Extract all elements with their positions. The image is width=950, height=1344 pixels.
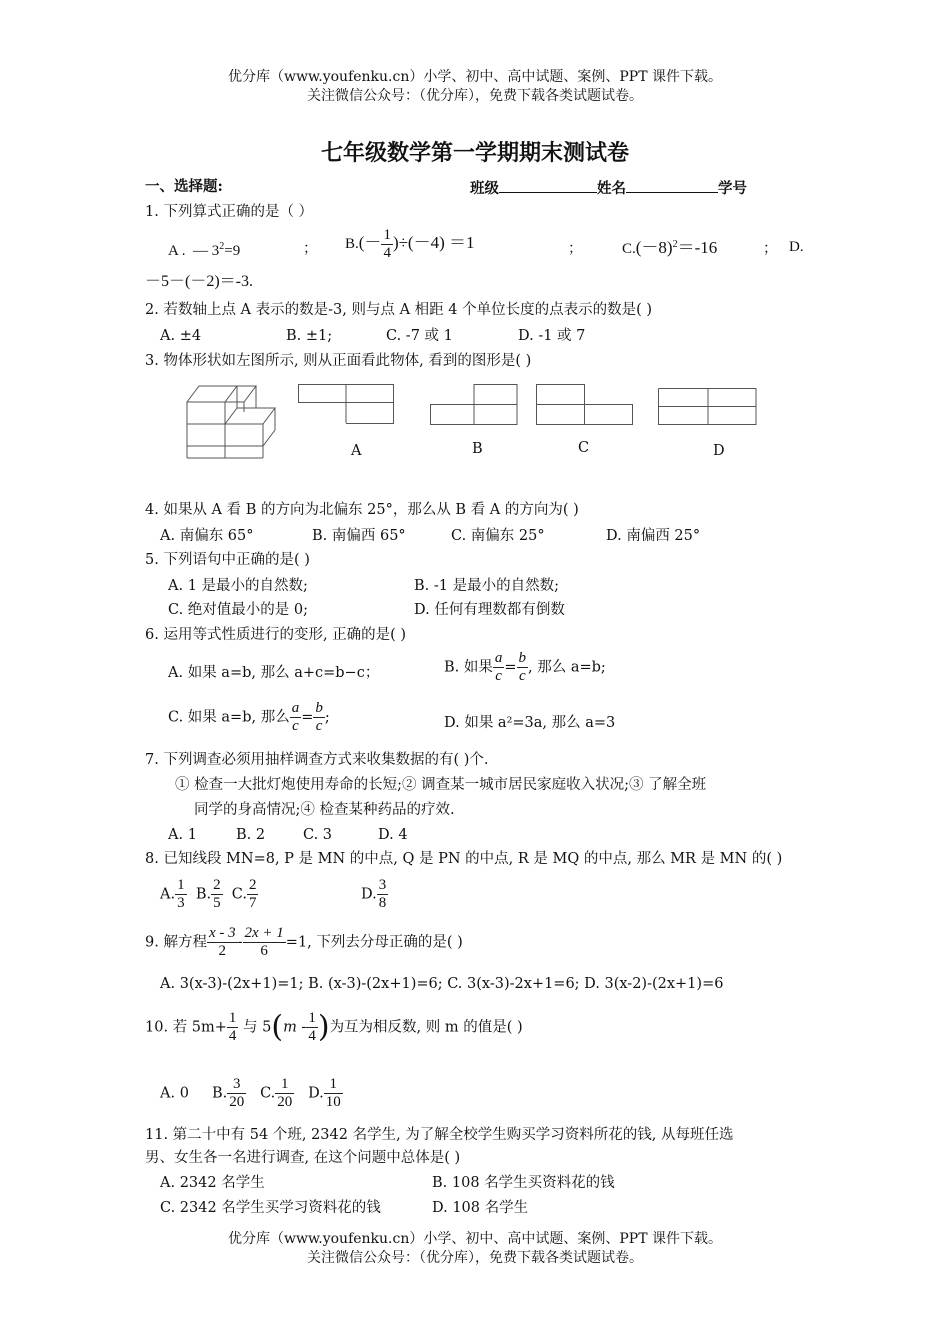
q8-stem: 8. 已知线段 MN=8, P 是 MN 的中点, Q 是 PN 的中点, R 是 MQ 的中点, 那么 MR 是 MN 的( )	[145, 851, 783, 867]
q1-option-b: B.(－ $\frac{1}{4}$ )÷(－4) ＝1	[345, 227, 475, 261]
q6-option-d: D. 如果 a²=3a, 那么 a=3	[444, 715, 616, 731]
q3-solid-figure	[186, 378, 276, 463]
q11-option-a: A. 2342 名学生	[160, 1175, 265, 1191]
q3-figure-a	[298, 384, 394, 426]
q11-option-c: C. 2342 名学生买学习资料花的钱	[160, 1200, 381, 1216]
q1-sep-3: ；	[763, 241, 778, 257]
q6-option-a: A. 如果 a=b, 那么 a+c=b−c；	[168, 665, 380, 681]
q5-stem: 5. 下列语句中正确的是( )	[145, 552, 310, 568]
q2-option-b: B. ±1;	[286, 328, 333, 344]
q3-figure-b	[430, 384, 518, 426]
student-info	[470, 178, 747, 198]
q9-stem: 9. 解方程 $\frac{x - 3}{2}$ - $\frac{2x + 1}{6}$ =1, 下列去分母正确的是( )	[145, 925, 463, 959]
q11-option-b: B. 108 名学生买资料花的钱	[432, 1175, 615, 1191]
q7-stem: 7. 下列调查必须用抽样调查方式来收集数据的有( )个.	[145, 752, 489, 768]
q11-stem: 11. 第二十中有 54 个班, 2342 名学生, 为了解全校学生购买学习资料所花的钱, 从每班任选	[145, 1127, 734, 1143]
page-title: 七年级数学第一学期期末测试卷	[320, 140, 629, 166]
q7-line-2: ① 检查一大批灯炮使用寿命的长短;② 调查某一城市居民家庭收入状况;③ 了解全班	[175, 777, 707, 793]
q4-option-a: A. 南偏东 65°	[160, 528, 254, 544]
q3-label-c: C	[578, 440, 590, 456]
q11-option-d: D. 108 名学生	[432, 1200, 529, 1216]
q7-line-3: 同学的身高情况;④ 检查某种药品的疗效.	[194, 802, 455, 818]
q1-option-a: A . — $3^2=9$	[168, 241, 241, 259]
id-label: 学号	[718, 180, 747, 197]
q2-option-d: D. -1 或 7	[518, 328, 586, 344]
q10-options: A. 0 B. $\frac{3}{20}$ C. $\frac{1}{20}$ D. $\frac{1}{10}$	[160, 1076, 341, 1110]
q8-options: A. $\frac{1}{3}$ B. $\frac{2}{5}$ C. $\frac{2}{7}$	[160, 877, 257, 911]
footer-line-2: 关注微信公众号：（优分库），免费下载各类试题试卷。	[307, 1250, 643, 1266]
q4-option-b: B. 南偏西 65°	[312, 528, 406, 544]
footer-line-1: 优分库（www.youfenku.cn）小学、初中、高中试题、案例、PPT 课件下载。	[227, 1231, 722, 1247]
q1-stem: 1. 下列算式正确的是（ ）	[145, 204, 314, 220]
q2-option-a: A. ±4	[160, 328, 202, 344]
q4-stem: 4. 如果从 A 看 B 的方向为北偏东 25°，那么从 B 看 A 的方向为( )	[145, 502, 579, 518]
q1-option-d: －5－(－2)＝-3.	[145, 273, 253, 290]
q11-line-2: 男、女生各一名进行调查, 在这个问题中总体是( )	[145, 1150, 461, 1166]
header-line-1: 优分库（www.youfenku.cn）小学、初中、高中试题、案例、PPT 课件下载。	[227, 69, 722, 85]
q1-sep-1: ；	[303, 241, 318, 257]
q7-option-c: C. 3	[303, 827, 333, 843]
q6-option-c: C. 如果 a=b, 那么 $\frac{a}{c}$ = $\frac{b}{c}$ ;	[168, 700, 330, 734]
name-blank[interactable]	[626, 178, 718, 193]
q8-option-d: D. $\frac{3}{8}$	[361, 877, 387, 911]
q6-option-b: B. 如果 $\frac{a}{c}$ = $\frac{b}{c}$ , 那么 a=b;	[444, 650, 606, 684]
q4-option-d: D. 南偏西 25°	[606, 528, 701, 544]
q7-option-a: A. 1	[168, 827, 197, 843]
name-label: 姓名	[597, 180, 626, 197]
q5-option-b: B. -1 是最小的自然数;	[414, 578, 559, 594]
q3-label-b: B	[472, 441, 483, 457]
section-label: 一、选择题:	[145, 178, 223, 195]
q7-option-b: B. 2	[236, 827, 266, 843]
q3-label-d: D	[713, 443, 725, 459]
q5-option-a: A. 1 是最小的自然数;	[168, 578, 308, 594]
class-blank[interactable]	[499, 178, 597, 193]
q9-options: A. 3(x-3)-(2x+1)=1; B. (x-3)-(2x+1)=6; C. 3(x-3)-2x+1=6; D. 3(x-2)-(2x+1)=6	[160, 976, 724, 992]
q4-option-c: C. 南偏东 25°	[451, 528, 545, 544]
q1-option-c: $C.(-8)^2=-16$	[622, 238, 718, 257]
header-line-2: 关注微信公众号：（优分库），免费下载各类试题试卷。	[307, 88, 643, 104]
q3-label-a: A	[351, 443, 362, 459]
q3-figure-c	[536, 384, 634, 426]
q7-option-d: D. 4	[378, 827, 408, 843]
q1-option-d-label: D.	[789, 239, 804, 255]
class-label: 班级	[470, 180, 499, 197]
q5-option-c: C. 绝对值最小的是 0;	[168, 602, 309, 618]
q3-figure-d	[658, 388, 758, 428]
q10-stem: 10. 若 5m+ $\frac{1}{4}$ 与 5(m - $\frac{1}{4}$ )为互为相反数, 则 m 的值是( )	[145, 1009, 523, 1045]
q2-option-c: C. -7 或 1	[386, 328, 453, 344]
q5-option-d: D. 任何有理数都有倒数	[414, 602, 565, 618]
q6-stem: 6. 运用等式性质进行的变形, 正确的是( )	[145, 627, 407, 643]
q3-stem: 3. 物体形状如左图所示, 则从正面看此物体, 看到的图形是( )	[145, 353, 532, 369]
q2-stem: 2. 若数轴上点 A 表示的数是-3, 则与点 A 相距 4 个单位长度的点表示的数是( )	[145, 302, 653, 318]
q1-sep-2: ；	[568, 241, 583, 257]
